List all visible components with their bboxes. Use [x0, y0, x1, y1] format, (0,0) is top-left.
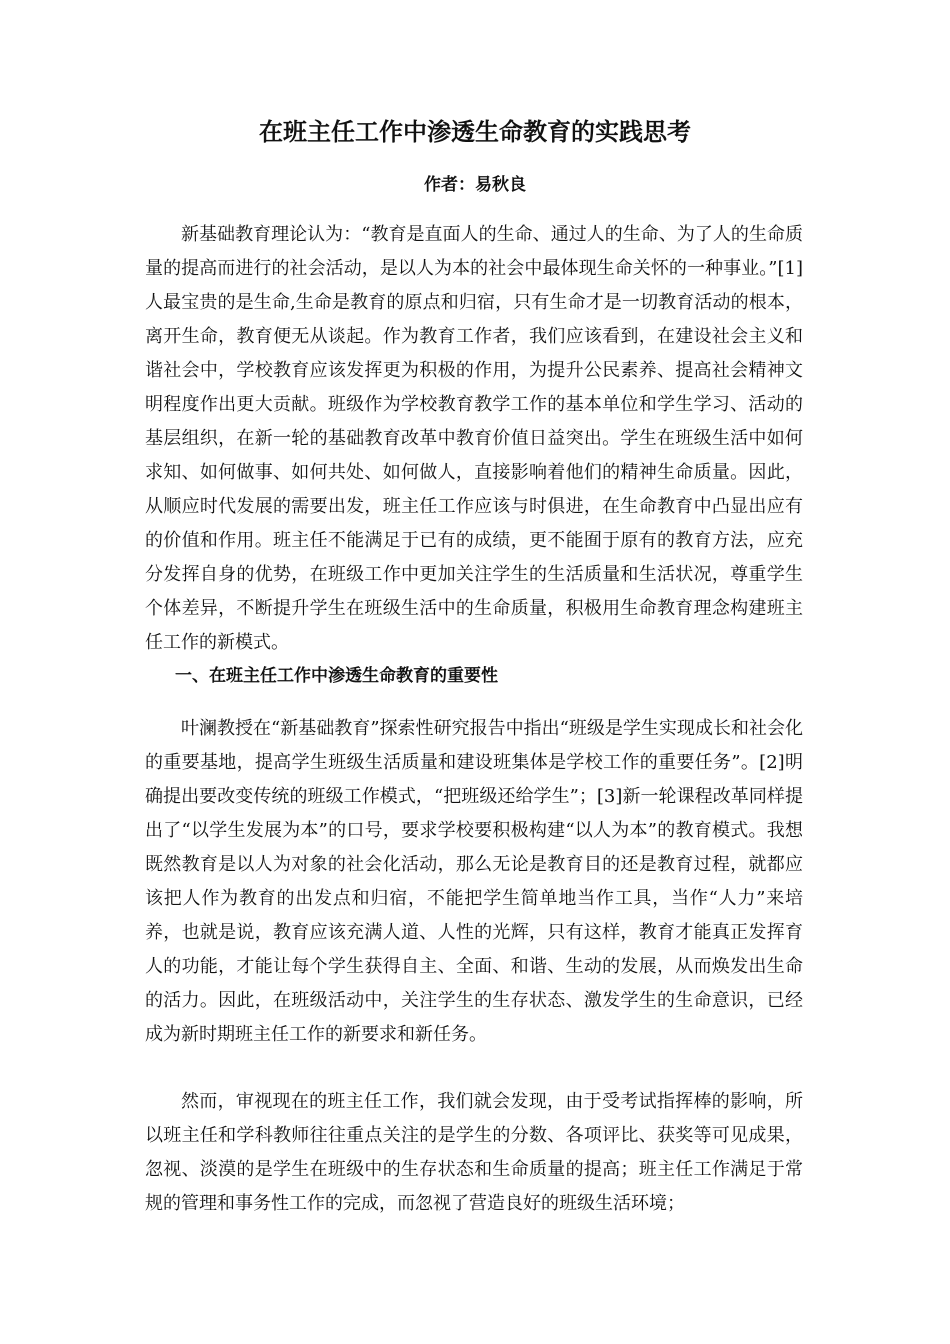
paragraph-intro: 新基础教育理论认为：“教育是直面人的生命、通过人的生命、为了人的生命质量的提高而进行的社会活动，是以人为本的社会中最体现生命关怀的一种事业。”[1]人最宝贵的是生命,生命是教育的原点和归宿，只有生命才是一切教育活动的根本，离开生命，教育便无从谈起。作为教育工作者，我们应该看到，在建设社会主义和谐社会中，学校教育应该发挥更为积极的作用，为提升公民素养、提高社会精神文明程度作出更大贡献。班级作为学校教育教学工作的基本单位和学生学习、活动的基层组织，在新一轮的基础教育改革中教育价值日益突出。学生在班级生活中如何求知、如何做事、如何共处、如何做人，直接影响着他们的精神生命质量。因此，从顺应时代发展的需要出发，班主任工作应该与时俱进，在生命教育中凸显出应有的价值和作用。班主任不能满足于已有的成绩，更不能囿于原有的教育方法，应充分发挥自身的优势，在班级工作中更加关注学生的生活质量和生活状况，尊重学生个体差异，不断提升学生在班级生活中的生命质量，积极用生命教育理念构建班主任工作的新模式。 — [145, 224, 803, 653]
paragraph-however: 然而，审视现在的班主任工作，我们就会发现，由于受考试指挥棒的影响，所以班主任和学科教师往往重点关注的是学生的分数、各项评比、获奖等可见成果，忽视、淡漠的是学生在班级中的生存状态和生命质量的提高；班主任工作满足于常规的管理和事务性工作的完成，而忽视了营造良好的班级生活环境； — [145, 1091, 803, 1214]
section-heading-1: 一、在班主任工作中渗透生命教育的重要性 — [175, 666, 498, 686]
page-title: 在班主任工作中渗透生命教育的实践思考 — [259, 118, 691, 146]
author-line: 作者：易秋良 — [424, 175, 526, 195]
paragraph-importance: 叶澜教授在“新基础教育”探索性研究报告中指出“班级是学生实现成长和社会化的重要基地，提高学生班级生活质量和建设班集体是学校工作的重要任务”。[2]明确提出要改变传统的班级工作模式，“把班级还给学生”；[3]新一轮课程改革同样提出了“以学生发展为本”的口号，要求学校要积极构建“以人为本”的教育模式。我想既然教育是以人为对象的社会化活动，那么无论是教育目的还是教育过程，就都应该把人作为教育的出发点和归宿，不能把学生简单地当作工具，当作“人力”来培养，也就是说，教育应该充满人道、人性的光辉，只有这样，教育才能真正发挥育人的功能，才能让每个学生获得自主、全面、和谐、生动的发展，从而焕发出生命的活力。因此，在班级活动中，关注学生的生存状态、激发学生的生命意识，已经成为新时期班主任工作的新要求和新任务。 — [145, 718, 803, 1045]
